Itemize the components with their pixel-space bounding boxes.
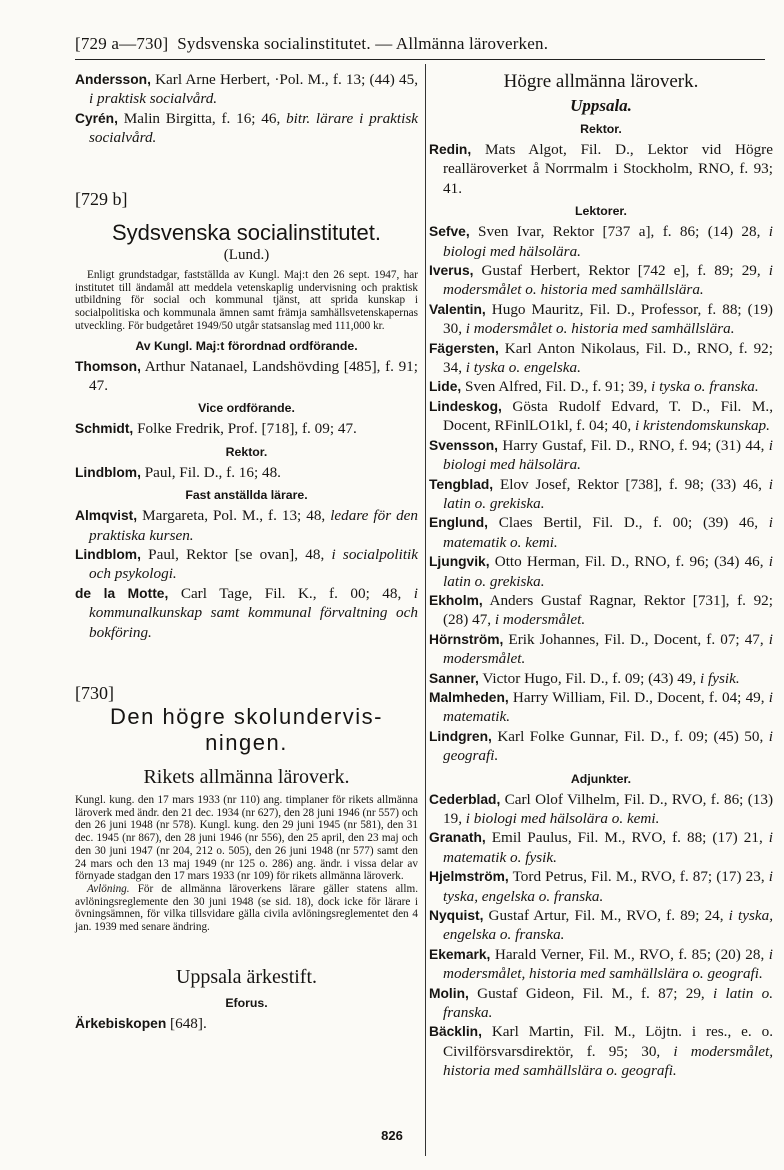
person-entry: Lindgren, Karl Folke Gunnar, Fil. D., f. 09; (45) 50, i geografi. [429, 727, 773, 765]
left-column [75, 70, 418, 1033]
person-entry: Hjelmström, Tord Petrus, Fil. M., RVO, f. 87; (17) 23, i tyska, engelska o. franska. [429, 868, 773, 905]
lektorer-list [429, 222, 773, 765]
person-entry: Schmidt, Folke Fredrik, Prof. [718], f. 09; 47. [75, 420, 357, 438]
header-section-range: [729 a—730] [75, 34, 169, 53]
running-header [75, 34, 765, 54]
person-entry: Cederblad, Carl Olof Vilhelm, Fil. D., RVO, f. 86; (13) 19, i biologi med hälsolära o. kemi. [429, 790, 773, 827]
section-number: [729 b] [75, 188, 128, 209]
legislation-paragraph: Kungl. kung. den 17 mars 1933 (nr 110) ang. timplaner för rikets allmänna läroverk med ändr. den 21 dec. 1934 (nr 627), den 28 juni 1946 (nr 557) och den 26 juni 1948 (nr 578). Kungl. kung. den 29 juni 1945 (nr 581), den 31 dec. 1945 (nr 867), den 28 juni 1946 (nr 556), den 25 april, den 23 maj och den 30 juni 1947 (nr 204, 212 o. 505), den 26 juni 1948 (nr 577) samt den 24 mars och den 13 maj 1949 (nr 125 o. 286) ang. ändr. i vissa delar av förnyade stadgan den 17 mars 1933 (nr 109) för rikets allmänna läroverk. [75, 794, 418, 883]
section-title-continued: ningen. [205, 730, 288, 756]
person-entry: Molin, Gustaf Gideon, Fil. M., f. 87; 29, i latin o. franska. [429, 984, 773, 1022]
rank-heading: Fast anställda lärare. [185, 488, 308, 503]
rank-heading: Vice ordförande. [198, 401, 295, 416]
person-entry: Svensson, Harry Gustaf, Fil. D., RNO, f. 94; (31) 44, i biologi med hälsolära. [429, 436, 773, 474]
section-title: Den högre skolundervis- [110, 704, 383, 730]
rank-heading: Lektorer. [575, 204, 627, 219]
person-entry: Sefve, Sven Ivar, Rektor [737 a], f. 86; (14) 28, i biologi med hälsolära. [429, 223, 773, 260]
salary-paragraph: Avlöning. För de allmänna läroverkens lärare gäller statens allm. avlöningsreglemente den 30 juni 1948 (se sid. 18), dock icke för lärare i övningsämnen, för vilka tillsvidare gälla civila avlöningsreglementet den 4 jan. 1939 med senare ändring. [75, 882, 418, 934]
section-subtitle: Rikets allmänna läroverk. [143, 766, 350, 789]
person-entry: Hörnström, Erik Johannes, Fil. D., Docent, f. 07; 47, i modersmålet. [429, 630, 773, 668]
person-entry: Lide, Sven Alfred, Fil. D., f. 91; 39, i tyska o. franska. [429, 378, 759, 396]
school-type-title: Högre allmänna läroverk. [503, 71, 699, 92]
person-entry: Redin, Mats Algot, Fil. D., Lektor vid Högre realläroverket å Norrmalm i Stockholm, RNO, f. 93; 41. [429, 141, 773, 197]
page-number: 826 [381, 1128, 403, 1143]
person-entry: Almqvist, Margareta, Pol. M., f. 13; 48, ledare för den praktiska kursen. [75, 507, 419, 544]
section-location: (Lund.) [223, 246, 270, 263]
person-entry: Lindblom, Paul, Rektor [se ovan], 48, i socialpolitik och psykologi. [75, 545, 418, 583]
person-entry: Sanner, Victor Hugo, Fil. D., f. 09; (43) 49, i fysik. [429, 669, 740, 687]
person-entry: Ljungvik, Otto Herman, Fil. D., RNO, f. 96; (34) 46, i latin o. grekiska. [429, 553, 773, 590]
person-entry: Ekholm, Anders Gustaf Ragnar, Rektor [731], f. 92; (28) 47, i modersmålet. [429, 591, 773, 629]
person-entry: Iverus, Gustaf Herbert, Rektor [742 e], f. 89; 29, i modersmålet o. historia med samhällslära. [429, 262, 773, 299]
person-entry: Cyrén, Malin Birgitta, f. 16; 46, bitr. lärare i praktisk socialvård. [75, 109, 418, 147]
person-entry: Nyquist, Gustaf Artur, Fil. M., RVO, f. 89; 24, i tyska, engelska o. franska. [429, 907, 773, 944]
rank-heading: Rektor. [225, 444, 268, 459]
person-entry: Granath, Emil Paulus, Fil. M., RVO, f. 88; (17) 21, i matematik o. fysik. [429, 829, 773, 866]
person-entry: Englund, Claes Bertil, Fil. D., f. 00; (39) 46, i matematik o. kemi. [429, 514, 773, 551]
person-entry: Thomson, Arthur Natanael, Landshövding [485], f. 91; 47. [75, 357, 418, 394]
person-entry: Ekemark, Harald Verner, Fil. M., RVO, f. 85; (20) 28, i modersmålet, historia med samhällslära o. geografi. [429, 945, 773, 983]
person-entry: Valentin, Hugo Mauritz, Fil. D., Professor, f. 88; (19) 30, i modersmålet o. historia med samhällslära. [429, 300, 773, 338]
section-number: [730] [75, 683, 114, 704]
person-entry: Lindeskog, Gösta Rudolf Edvard, T. D., Fil. M., Docent, RFinlLO1kl, f. 04; 40, i kristendomskunskap. [429, 397, 773, 435]
rank-heading: Rektor. [580, 122, 622, 136]
column-divider [425, 64, 426, 1156]
person-entry: Andersson, Karl Arne Herbert, ·Pol. M., f. 13; (44) 45, i praktisk socialvård. [75, 71, 418, 108]
person-entry: Fägersten, Karl Anton Nikolaus, Fil. D., RNO, f. 92; 34, i tyska o. engelska. [429, 339, 773, 377]
right-column [429, 70, 773, 1081]
rank-heading: Eforus. [225, 995, 268, 1010]
header-title: Sydsvenska socialinstitutet. — Allmänna läroverken. [177, 34, 549, 53]
rank-heading: Adjunkter. [570, 771, 632, 786]
header-rule [75, 59, 765, 60]
person-entry: Tengblad, Elov Josef, Rektor [738], f. 98; (33) 46, i latin o. grekiska. [429, 475, 773, 512]
diocese-title: Uppsala ärkestift. [175, 965, 318, 988]
person-entry: Ärkebiskopen [648]. [75, 1014, 207, 1032]
institute-description: Enligt grundstadgar, fastställda av Kungl. Maj:t den 26 sept. 1947, har institutet till ändamål att meddela vetenskaplig undervisning och praktisk utbildning för social och kommunal tjänst, att sprida kunskap i socialpolitiska och kommunala ämnen samt främja samhällsvetenskapernas utveckling. För budgetåret 1949/50 utgår statsanslag med 111,000 kr. [75, 269, 418, 332]
person-entry: Bäcklin, Karl Martin, Fil. M., Löjtn. i res., e. o. Civilförsvarsdirektör, f. 95; 30, i modersmålet, historia med samhällslära o. geografi. [429, 1023, 773, 1080]
section-title: Sydsvenska socialinstitutet. [111, 219, 382, 245]
person-entry: Lindblom, Paul, Fil. D., f. 16; 48. [75, 463, 281, 481]
school-place: Uppsala. [570, 96, 632, 115]
rank-heading: Av Kungl. Maj:t förordnad ordförande. [135, 338, 358, 353]
adjunkter-list [429, 790, 773, 1081]
person-entry: Malmheden, Harry William, Fil. D., Docent, f. 04; 49, i matematik. [429, 688, 773, 726]
person-entry: de la Motte, Carl Tage, Fil. K., f. 00; 48, i kommunalkunskap samt kommunal förvaltning och bokföring. [75, 584, 419, 641]
